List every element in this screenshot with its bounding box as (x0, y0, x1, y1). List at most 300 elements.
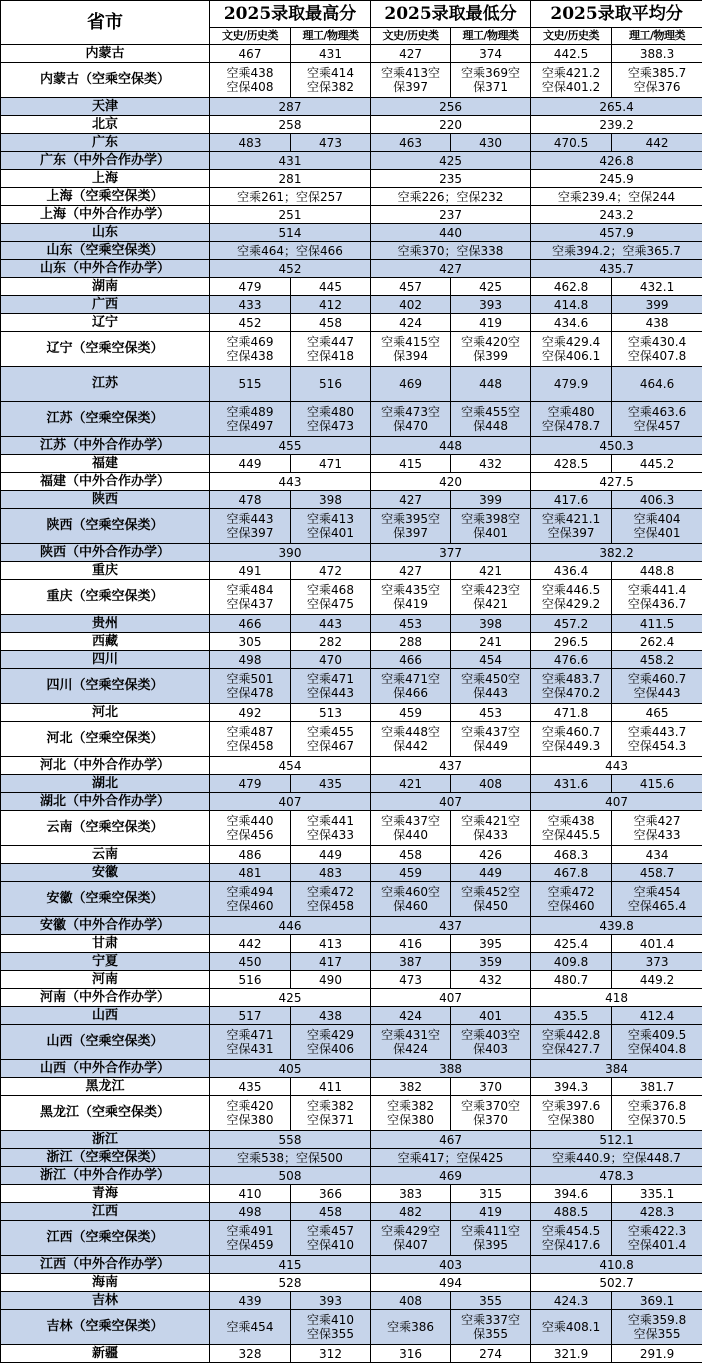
max-science-cell (291, 1345, 371, 1363)
max-score-header: 2025录取最高分 (210, 1, 371, 28)
min-score-cell: 425 (371, 152, 531, 170)
avg-science-cell (612, 935, 702, 953)
max-science-cell (291, 846, 371, 864)
cell-line: 保450 (473, 899, 508, 913)
min-arts-cell (371, 846, 451, 864)
cell-line: 空保445.5 (541, 828, 601, 842)
max-arts-cell (210, 953, 291, 971)
cell-line: 保460 (393, 899, 428, 913)
cell-line: 490 (319, 972, 342, 987)
cell-line: 288 (399, 634, 422, 649)
min-score-cell: 467 (371, 1131, 531, 1149)
avg-science-cell (612, 1203, 702, 1221)
max-science-cell (291, 509, 371, 544)
max-score-cell: 446 (210, 917, 371, 935)
table-row (1, 206, 702, 224)
avg-score-cell: 426.8 (531, 152, 702, 170)
cell-line: 442 (238, 936, 262, 951)
province-cell: 重庆 (1, 562, 210, 580)
avg-arts-cell (531, 864, 612, 882)
cell-line: 393 (479, 297, 502, 312)
min-arts-cell (371, 1345, 451, 1363)
table-row (1, 63, 702, 98)
table-row (1, 1096, 702, 1131)
cell-line: 387 (399, 954, 422, 969)
min-score-cell: 427 (371, 260, 531, 278)
max-score-cell: 415 (210, 1256, 371, 1274)
min-science-cell (451, 1007, 531, 1025)
cell-line: 空保401.2 (541, 80, 601, 94)
cell-line: 空保465.4 (627, 899, 687, 913)
avg-arts-cell (531, 1292, 612, 1310)
cell-line: 空保438 (226, 349, 274, 363)
max-arts-cell (210, 633, 291, 651)
province-cell: 江西 (1, 1203, 210, 1221)
min-science-cell (451, 864, 531, 882)
min-arts-cell (371, 1025, 451, 1060)
province-cell: 福建（中外合作办学） (1, 473, 210, 491)
min-science-cell (451, 562, 531, 580)
avg-arts-cell (531, 1221, 612, 1256)
table-row (1, 1131, 702, 1149)
min-arts-cell (371, 580, 451, 615)
min-score-cell: 437 (371, 757, 531, 775)
cell-line: 空保433 (633, 828, 681, 842)
subheader-liberal-arts: 文史/历史类 (531, 28, 612, 45)
min-science-cell (451, 134, 531, 152)
max-science-cell (291, 935, 371, 953)
avg-science-cell (612, 314, 702, 332)
province-cell: 河北（空乘空保类） (1, 722, 210, 757)
min-science-cell (451, 846, 531, 864)
min-score-cell: 388 (371, 1060, 531, 1078)
cell-line: 432 (479, 972, 502, 987)
max-arts-cell (210, 864, 291, 882)
max-science-cell (291, 314, 371, 332)
table-row (1, 1185, 702, 1203)
table-row (1, 1274, 702, 1292)
province-cell: 湖南 (1, 278, 210, 296)
cell-line: 296.5 (553, 634, 589, 649)
cell-line: 空保460 (547, 899, 595, 913)
min-arts-cell (371, 314, 451, 332)
max-arts-cell (210, 63, 291, 98)
province-cell: 辽宁（空乘空保类） (1, 332, 210, 367)
min-score-cell: 420 (371, 473, 531, 491)
avg-arts-cell (531, 615, 612, 633)
province-cell: 上海（中外合作办学） (1, 206, 210, 224)
min-arts-cell (371, 669, 451, 704)
province-cell: 安徽（中外合作办学） (1, 917, 210, 935)
min-arts-cell (371, 1007, 451, 1025)
min-science-cell (451, 669, 531, 704)
cell-line: 434.6 (553, 315, 589, 330)
cell-line: 471.8 (553, 705, 589, 720)
avg-score-cell: 243.2 (531, 206, 702, 224)
avg-arts-cell (531, 722, 612, 757)
cell-line: 479.9 (553, 377, 589, 391)
avg-score-cell: 450.3 (531, 437, 702, 455)
table-row (1, 989, 702, 1007)
max-arts-cell (210, 651, 291, 669)
cell-line: 381.7 (639, 1079, 675, 1094)
cell-line: 374 (479, 46, 502, 61)
avg-arts-cell (531, 1310, 612, 1345)
table-row (1, 917, 702, 935)
cell-line: 保421 (473, 597, 508, 611)
province-cell: 新疆 (1, 1345, 210, 1363)
cell-line: 476.6 (553, 652, 589, 667)
cell-line: 空乘420 (226, 1099, 274, 1113)
cell-line: 空保497 (226, 419, 274, 433)
cell-line: 空乘450空 (461, 672, 520, 686)
cell-line: 空保427.7 (541, 1042, 601, 1056)
max-arts-cell (210, 704, 291, 722)
max-arts-cell (210, 1185, 291, 1203)
cell-line: 保443 (473, 686, 508, 700)
cell-line: 空乘454.5 (541, 1224, 601, 1238)
max-science-cell (291, 402, 371, 437)
cell-line: 空保443 (633, 686, 681, 700)
cell-line: 空保406.1 (541, 349, 601, 363)
min-arts-cell (371, 971, 451, 989)
cell-line: 492 (238, 705, 262, 720)
avg-arts-cell (531, 775, 612, 793)
min-science-cell (451, 882, 531, 917)
cell-line: 408 (479, 776, 502, 791)
cell-line: 436.4 (553, 563, 589, 578)
table-row (1, 846, 702, 864)
max-science-cell (291, 882, 371, 917)
avg-science-cell (612, 704, 702, 722)
province-cell: 江西（中外合作办学） (1, 1256, 210, 1274)
min-science-cell (451, 1221, 531, 1256)
table-row (1, 170, 702, 188)
max-arts-cell (210, 314, 291, 332)
cell-line: 空保478 (226, 686, 274, 700)
table-row (1, 473, 702, 491)
cell-line: 473 (319, 135, 342, 150)
cell-line: 382 (399, 1079, 422, 1094)
cell-line: 空乘403空 (461, 1028, 520, 1042)
min-science-cell (451, 455, 531, 473)
max-score-cell: 443 (210, 473, 371, 491)
table-row (1, 1060, 702, 1078)
cell-line: 369.1 (639, 1293, 675, 1308)
province-cell: 山东（中外合作办学） (1, 260, 210, 278)
cell-line: 空乘441 (307, 814, 354, 828)
avg-arts-cell (531, 45, 612, 63)
cell-line: 空保408 (226, 80, 274, 94)
cell-line: 412.4 (639, 1008, 675, 1023)
table-row (1, 509, 702, 544)
max-science-cell (291, 971, 371, 989)
min-score-header: 2025录取最低分 (371, 1, 531, 28)
cell-line: 保397 (393, 526, 428, 540)
cell-line: 空乘429 (307, 1028, 354, 1042)
avg-arts-cell (531, 882, 612, 917)
cell-line: 438 (645, 315, 669, 330)
cell-line: 空乘454 (226, 1320, 274, 1334)
province-cell: 天津 (1, 98, 210, 116)
cell-line: 464.6 (639, 377, 675, 391)
cell-line: 空乘460.7 (541, 725, 601, 739)
min-arts-cell (371, 296, 451, 314)
cell-line: 417 (319, 954, 342, 969)
province-cell: 陕西（中外合作办学） (1, 544, 210, 562)
province-cell: 云南（空乘空保类） (1, 811, 210, 846)
min-arts-cell (371, 1221, 451, 1256)
max-score-cell: 407 (210, 793, 371, 811)
cell-line: 空保436.7 (627, 597, 687, 611)
cell-line: 366 (319, 1186, 342, 1201)
avg-score-cell: 512.1 (531, 1131, 702, 1149)
avg-science-cell (612, 811, 702, 846)
cell-line: 空保401 (307, 526, 354, 540)
cell-line: 458.2 (639, 652, 675, 667)
cell-line: 462.8 (553, 279, 589, 294)
avg-arts-cell (531, 935, 612, 953)
avg-score-cell: 265.4 (531, 98, 702, 116)
cell-line: 383 (399, 1186, 422, 1201)
province-cell: 山东（空乘空保类） (1, 242, 210, 260)
cell-line: 417.6 (553, 492, 589, 507)
cell-line: 411.5 (639, 616, 675, 631)
max-score-cell: 452 (210, 260, 371, 278)
cell-line: 241 (479, 634, 502, 649)
cell-line: 424 (399, 315, 422, 330)
table-row (1, 260, 702, 278)
max-arts-cell (210, 722, 291, 757)
cell-line: 415 (399, 456, 422, 471)
cell-line: 空乘430.4 (627, 335, 687, 349)
avg-score-cell: 443 (531, 757, 702, 775)
table-row (1, 1167, 702, 1185)
min-science-cell (451, 296, 531, 314)
cell-line: 空乘429空 (381, 1224, 440, 1238)
cell-line: 399 (479, 492, 502, 507)
table-row (1, 1256, 702, 1274)
cell-line: 419 (479, 315, 502, 330)
cell-line: 空乘370空 (461, 1099, 520, 1113)
cell-line: 空乘468 (307, 583, 354, 597)
max-score-cell: 508 (210, 1167, 371, 1185)
cell-line: 空乘441.4 (627, 583, 687, 597)
max-science-cell (291, 1078, 371, 1096)
cell-line: 483 (319, 865, 342, 880)
min-score-cell: 403 (371, 1256, 531, 1274)
cell-line: 424 (399, 1008, 422, 1023)
avg-science-cell (612, 1096, 702, 1131)
cell-line: 435 (319, 776, 342, 791)
min-score-cell: 448 (371, 437, 531, 455)
cell-line: 328 (238, 1346, 262, 1361)
cell-line: 312 (319, 1346, 342, 1361)
min-arts-cell (371, 63, 451, 98)
cell-line: 457.2 (553, 616, 589, 631)
cell-line: 468.3 (553, 847, 589, 862)
cell-line: 空乘442.8 (541, 1028, 601, 1042)
max-arts-cell (210, 278, 291, 296)
avg-score-cell: 382.2 (531, 544, 702, 562)
cell-line: 498 (238, 652, 262, 667)
avg-arts-cell (531, 1203, 612, 1221)
max-score-cell: 454 (210, 757, 371, 775)
cell-line: 空保470.2 (541, 686, 601, 700)
cell-line: 空保449.3 (541, 739, 601, 753)
min-arts-cell (371, 509, 451, 544)
min-arts-cell (371, 775, 451, 793)
table-row (1, 633, 702, 651)
min-score-cell: 空乘417；空保425 (371, 1149, 531, 1167)
max-arts-cell (210, 45, 291, 63)
province-cell: 青海 (1, 1185, 210, 1203)
min-score-cell: 256 (371, 98, 531, 116)
cell-line: 空乘359.8 (627, 1313, 687, 1327)
avg-score-cell: 427.5 (531, 473, 702, 491)
table-row (1, 882, 702, 917)
cell-line: 空乘421空 (461, 814, 520, 828)
cell-line: 空乘443 (226, 512, 274, 526)
avg-arts-cell (531, 1007, 612, 1025)
min-science-cell (451, 651, 531, 669)
cell-line: 388.3 (639, 46, 675, 61)
cell-line: 空保456 (226, 828, 274, 842)
cell-line: 454 (479, 652, 502, 667)
cell-line: 空乘437空 (381, 814, 440, 828)
cell-line: 373 (645, 954, 669, 969)
max-arts-cell (210, 1096, 291, 1131)
min-science-cell (451, 314, 531, 332)
max-science-cell (291, 1310, 371, 1345)
max-score-cell: 258 (210, 116, 371, 134)
min-arts-cell (371, 402, 451, 437)
table-row (1, 1221, 702, 1256)
max-science-cell (291, 615, 371, 633)
cell-line: 空乘440 (226, 814, 274, 828)
table-row (1, 1007, 702, 1025)
cell-line: 426 (479, 847, 502, 862)
max-science-cell (291, 1007, 371, 1025)
province-cell: 辽宁 (1, 314, 210, 332)
cell-line: 427 (399, 563, 422, 578)
cell-line: 保397 (393, 80, 428, 94)
province-cell: 陕西 (1, 491, 210, 509)
cell-line: 409.8 (553, 954, 589, 969)
avg-science-cell (612, 509, 702, 544)
min-arts-cell (371, 491, 451, 509)
min-score-cell: 440 (371, 224, 531, 242)
cell-line: 空保371 (307, 1113, 354, 1127)
avg-arts-cell (531, 402, 612, 437)
province-cell: 上海（空乘空保类） (1, 188, 210, 206)
cell-line: 空乘369空 (461, 66, 520, 80)
province-cell: 吉林（空乘空保类） (1, 1310, 210, 1345)
cell-line: 空乘483.7 (541, 672, 601, 686)
cell-line: 空乘447 (307, 335, 354, 349)
cell-line: 291.9 (639, 1346, 675, 1361)
cell-line: 空乘427 (633, 814, 681, 828)
cell-line: 空乘415空 (381, 335, 440, 349)
province-column-header: 省市 (1, 1, 210, 45)
min-science-cell (451, 45, 531, 63)
table-row (1, 188, 702, 206)
table-row (1, 1203, 702, 1221)
avg-arts-cell (531, 580, 612, 615)
max-arts-cell (210, 1345, 291, 1363)
max-score-cell: 390 (210, 544, 371, 562)
min-arts-cell (371, 633, 451, 651)
avg-science-cell (612, 669, 702, 704)
max-arts-cell (210, 775, 291, 793)
max-science-cell (291, 562, 371, 580)
cell-line: 282 (319, 634, 342, 649)
cell-line: 406.3 (639, 492, 675, 507)
province-cell: 浙江 (1, 1131, 210, 1149)
max-arts-cell (210, 580, 291, 615)
min-score-cell: 437 (371, 917, 531, 935)
table-row (1, 116, 702, 134)
cell-line: 453 (399, 616, 422, 631)
avg-science-cell (612, 882, 702, 917)
min-score-cell: 空乘226；空保232 (371, 188, 531, 206)
max-science-cell (291, 651, 371, 669)
max-score-cell: 558 (210, 1131, 371, 1149)
cell-line: 空乘460.7 (627, 672, 687, 686)
cell-line: 398 (479, 616, 502, 631)
avg-arts-cell (531, 704, 612, 722)
cell-line: 430 (479, 135, 502, 150)
min-arts-cell (371, 615, 451, 633)
table-row (1, 278, 702, 296)
min-arts-cell (371, 278, 451, 296)
max-science-cell (291, 63, 371, 98)
cell-line: 空保380 (547, 1113, 595, 1127)
cell-line: 432 (479, 456, 502, 471)
avg-arts-cell (531, 1185, 612, 1203)
province-cell: 云南 (1, 846, 210, 864)
avg-science-cell (612, 278, 702, 296)
table-row (1, 1345, 702, 1363)
cell-line: 428.5 (553, 456, 589, 471)
cell-line: 517 (238, 1008, 262, 1023)
cell-line: 空乘472 (307, 885, 354, 899)
min-science-cell (451, 580, 531, 615)
subheader-science: 理工/物理类 (291, 28, 371, 45)
cell-line: 空乘448空 (381, 725, 440, 739)
table-row (1, 402, 702, 437)
max-arts-cell (210, 1078, 291, 1096)
cell-line: 402 (399, 297, 422, 312)
max-science-cell (291, 296, 371, 314)
avg-science-cell (612, 633, 702, 651)
min-science-cell (451, 935, 531, 953)
avg-score-header: 2025录取平均分 (531, 1, 702, 28)
cell-line: 保449 (473, 739, 508, 753)
cell-line: 空保478.7 (541, 419, 601, 433)
min-science-cell (451, 1310, 531, 1345)
cell-line: 435.5 (553, 1008, 589, 1023)
max-score-cell: 455 (210, 437, 371, 455)
province-cell: 甘肃 (1, 935, 210, 953)
province-cell: 内蒙古（空乘空保类） (1, 63, 210, 98)
cell-line: 434 (645, 847, 669, 862)
cell-line: 空乘457 (307, 1224, 354, 1238)
cell-line: 442 (645, 135, 669, 150)
min-score-cell: 407 (371, 989, 531, 1007)
avg-science-cell (612, 332, 702, 367)
avg-score-cell: 空乘394.2；空乘365.7 (531, 242, 702, 260)
